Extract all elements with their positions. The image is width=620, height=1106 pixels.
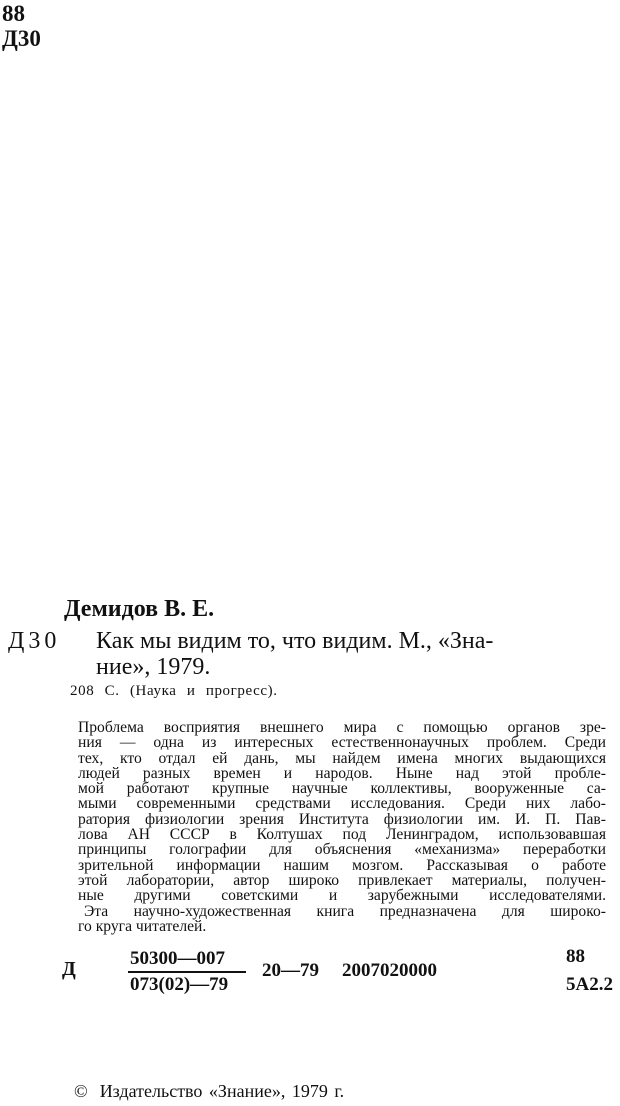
- collation-line: 208 С. (Наука и прогресс).: [70, 683, 278, 699]
- book-title-line-2: ние», 1979.: [96, 654, 211, 680]
- classification-code-2: 5А2.2: [566, 974, 613, 995]
- copyright-line: [74, 1081, 344, 1102]
- abstract-line: людей разных времен и народов. Ныне над этой пробле-: [78, 764, 606, 782]
- abstract-line: принципы голографии для объяснения «механизма» переработки: [78, 841, 606, 859]
- publication-letter: Д: [62, 958, 76, 980]
- catalog-code: 2007020000: [342, 960, 437, 981]
- abstract-line: мыми современными средствами исследования. Среди них лабо-: [78, 795, 606, 813]
- abstract-line: ния — одна из интересных естественнонаучных проблем. Среди: [78, 734, 606, 752]
- bbk-code: Д30: [2, 26, 41, 51]
- book-title-line-1: Как мы видим то, что видим. М., «Зна-: [96, 628, 494, 654]
- abstract-line: зрительной информации нашим мозгом. Рассказывая о работе: [78, 856, 606, 874]
- abstract-line: го круга читателей.: [78, 917, 207, 935]
- abstract-line: Эта научно-художественная книга предназначена для широко-: [84, 902, 606, 920]
- fraction-rule: [128, 971, 246, 973]
- price-code-denominator: 073(02)—79: [130, 974, 229, 995]
- abstract-line: ратория физиологии зрения Института физиологии им. И. П. Пав-: [78, 810, 606, 828]
- abstract-line: ные другими советскими и зарубежными исследователями.: [78, 887, 606, 905]
- abstract-line: этой лаборатории, автор широко привлекает материалы, получен-: [78, 871, 606, 889]
- udc-code: 88: [2, 1, 25, 26]
- abstract-line: Проблема восприятия внешнего мира с помощью органов зре-: [78, 719, 606, 736]
- abstract-paragraph: [78, 720, 606, 934]
- copyright-symbol: ©: [74, 1081, 88, 1101]
- price-code-numerator: 50300—007: [130, 948, 225, 969]
- author-name: Демидов В. Е.: [64, 596, 215, 622]
- plan-code: 20—79: [262, 960, 319, 981]
- abstract-line: мой работают крупные научные коллективы, вооруженные са-: [78, 780, 606, 798]
- copyright-text: Издательство «Знание», 1979 г.: [99, 1081, 345, 1101]
- abstract-line: тех, кто отдал ей дань, мы найдем имена многих выдающихся: [78, 749, 606, 767]
- abstract-line: лова АН СССР в Колтушах под Ленинградом, использовавшая: [78, 826, 606, 844]
- classification-code-1: 88: [566, 946, 585, 967]
- call-number: Д30: [8, 628, 61, 654]
